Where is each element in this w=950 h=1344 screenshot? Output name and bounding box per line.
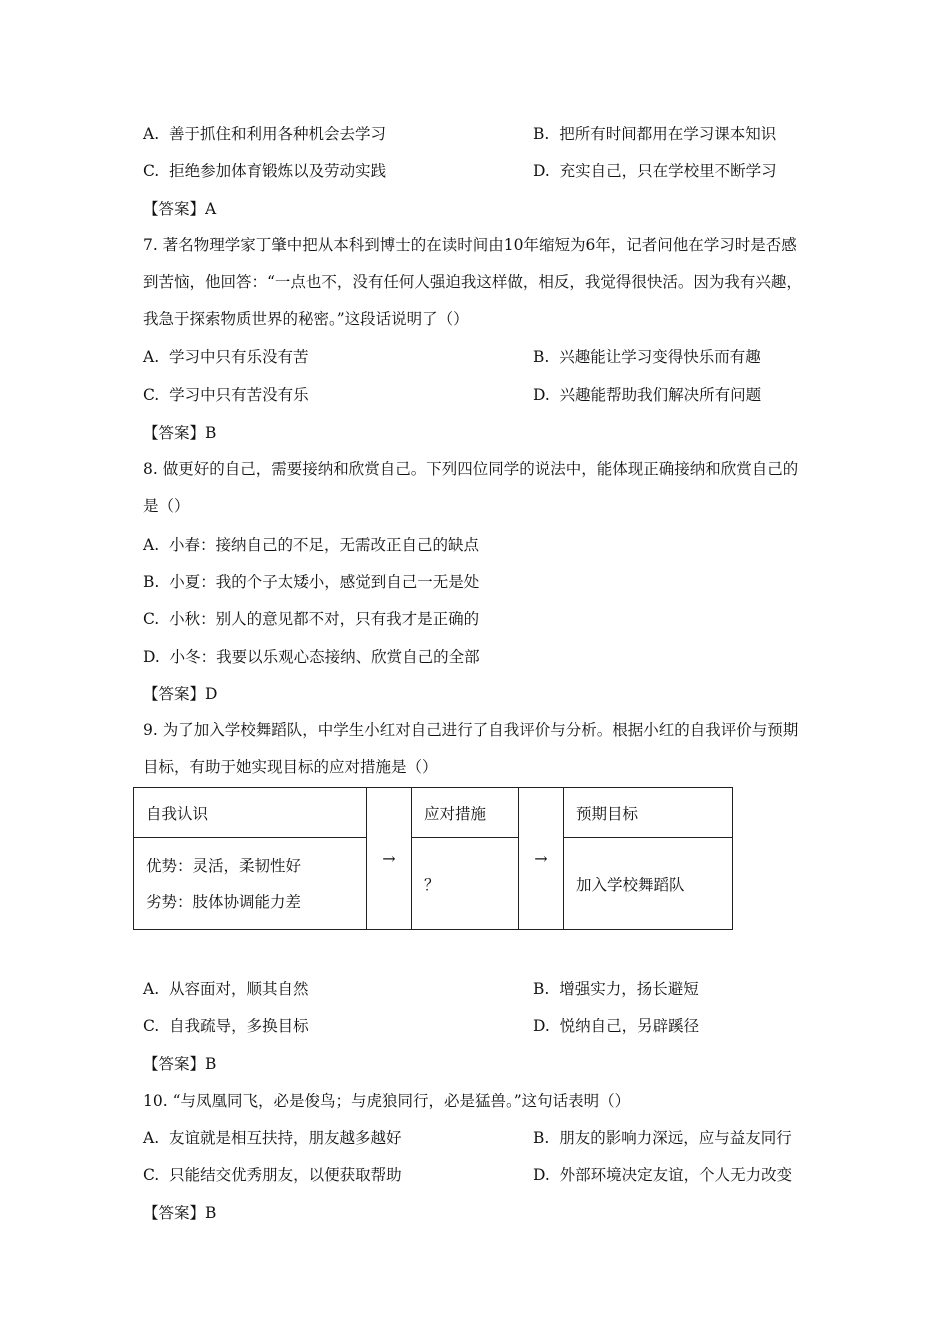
q9-stem: 9. 为了加入学校舞蹈队，中学生小红对自己进行了自我评价与分析。根据小红的自我评价与预期目标，有助于她实现目标的应对措施是（） [143,721,799,776]
q6-option-d: D. 充实自己，只在学校里不断学习 [533,162,777,180]
q8-option-b: B. 小夏：我的个子太矮小，感觉到自己一无是处 [143,573,480,591]
q8-option-a: A. 小春：接纳自己的不足，无需改正自己的缺点 [143,536,479,554]
q10-option-b: B. 朋友的影响力深远，应与益友同行 [533,1129,792,1147]
q7-answer: 【答案】B [143,424,217,442]
q10-answer: 【答案】B [143,1204,217,1222]
q8-option-d: D. 小冬：我要以乐观心态接纳、欣赏自己的全部 [143,648,480,666]
arrow-1: → [367,788,412,930]
q9-option-b: B. 增强实力，扬长避短 [533,980,699,998]
measure-value: ？ [412,838,519,930]
q7-stem: 7. 著名物理学家丁肇中把从本科到博士的在读时间由10年缩短为6年，记者问他在学习时是否感到苦恼，他回答：“一点也不，没有任何人强迫我这样做，相反，我觉得很快活。因为我有兴趣，我急于探索物质世界的秘密。”这段话说明了（） [143,236,802,328]
q6-answer: 【答案】A [143,200,217,218]
q7-option-d: D. 兴趣能帮助我们解决所有问题 [533,386,762,404]
q9-option-c: C. 自我疏导，多换目标 [143,1017,309,1035]
q10-option-c: C. 只能结交优秀朋友，以便获取帮助 [143,1166,402,1184]
q10-option-a: A. 友谊就是相互扶持，朋友越多越好 [143,1129,402,1147]
q6-option-c: C. 拒绝参加体育锻炼以及劳动实践 [143,162,387,180]
self-awareness-cell [134,838,367,930]
self-evaluation-table [133,787,733,930]
q6-option-b: B. 把所有时间都用在学习课本知识 [533,125,777,143]
self-awareness-header: 自我认识 [134,788,367,838]
q7-option-a: A. 学习中只有乐没有苦 [143,348,309,366]
q8-stem: 8. 做更好的自己，需要接纳和欣赏自己。下列四位同学的说法中，能体现正确接纳和欣赏自己的是（） [143,460,799,515]
measure-header: 应对措施 [412,788,519,838]
q9-option-d: D. 悦纳自己，另辟蹊径 [533,1017,700,1035]
goal-value: 加入学校舞蹈队 [564,838,733,930]
q8-answer: 【答案】D [143,685,218,703]
q8-option-c: C. 小秋：别人的意见都不对，只有我才是正确的 [143,610,480,628]
q7-option-b: B. 兴趣能让学习变得快乐而有趣 [533,348,761,366]
q10-stem: 10. “与凤凰同飞，必是俊鸟；与虎狼同行，必是猛兽。”这句话表明（） [143,1092,631,1110]
q9-option-a: A. 从容面对，顺其自然 [143,980,309,998]
q9-answer: 【答案】B [143,1055,217,1073]
strength-text: 优势：灵活，柔韧性好 [146,856,302,875]
q6-option-a: A. 善于抓住和利用各种机会去学习 [143,125,386,143]
q10-option-d: D. 外部环境决定友谊，个人无力改变 [533,1166,793,1184]
q7-option-c: C. 学习中只有苦没有乐 [143,386,309,404]
goal-header: 预期目标 [564,788,733,838]
arrow-2: → [519,788,564,930]
weakness-text: 劣势：肢体协调能力差 [146,892,302,911]
